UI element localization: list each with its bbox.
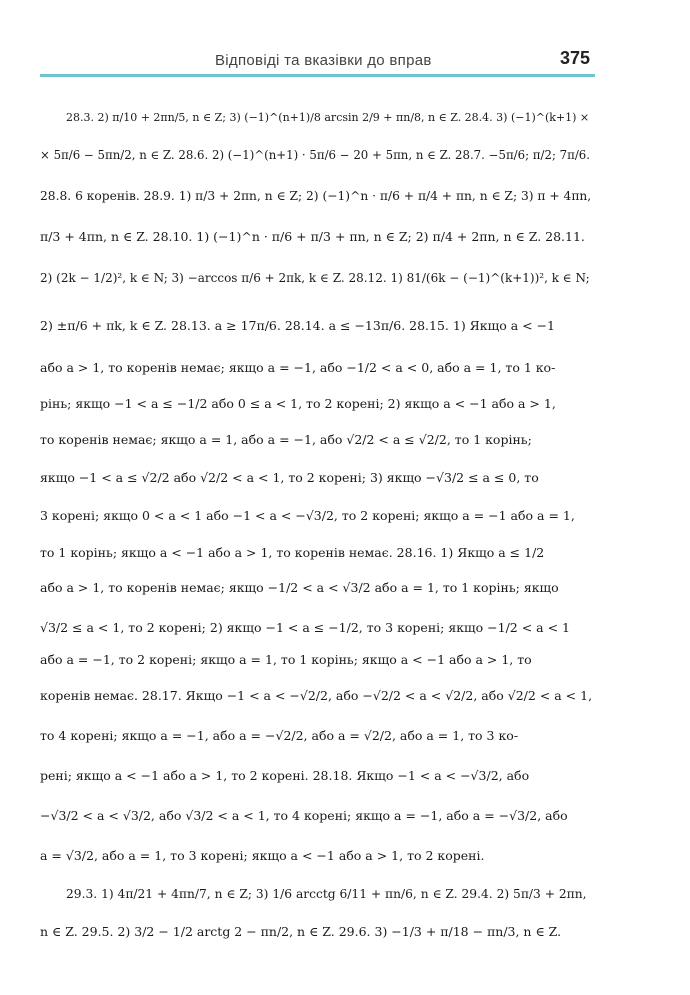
answer-line: якщо −1 < a ≤ √2/2 або √2/2 < a < 1, то 2 корені; 3) якщо −√3/2 ≤ a ≤ 0, то (40, 470, 539, 485)
answer-line: × 5π/6 − 5πn/2, n ∈ Z. 28.6. 2) (−1)^(n+1) · 5π/6 − 20 + 5πn, n ∈ Z. 28.7. −5π/6; π/2; 7π/6. (40, 148, 591, 162)
answer-line: 2) (2k − 1/2)², k ∈ N; 3) −arccos π/6 + 2πk, k ∈ Z. 28.12. 1) 81/(6k − (−1)^(k+1))², k ∈ N; (40, 271, 590, 285)
answer-line: 28.8. 6 коренів. 28.9. 1) π/3 + 2πn, n ∈ Z; 2) (−1)^n · π/6 + π/4 + πn, n ∈ Z; 3) π + 4πn, (40, 189, 592, 203)
answer-line: π/3 + 4πn, n ∈ Z. 28.10. 1) (−1)^n · π/6 + π/3 + πn, n ∈ Z; 2) π/4 + 2πn, n ∈ Z. 28.11. (40, 229, 585, 244)
answer-line: коренів немає. 28.17. Якщо −1 < a < −√2/2, або −√2/2 < a < √2/2, або √2/2 < a < 1, (40, 688, 593, 703)
answer-line: 3 корені; якщо 0 < a < 1 або −1 < a < −√3/2, то 2 корені; якщо a = −1 або a = 1, (40, 508, 575, 523)
answer-line: то 1 корінь; якщо a < −1 або a > 1, то коренів немає. 28.16. 1) Якщо a ≤ 1/2 (40, 545, 545, 560)
answer-line: n ∈ Z. 29.5. 2) 3/2 − 1/2 arctg 2 − πn/2, n ∈ Z. 29.6. 3) −1/3 + π/18 − πn/3, n ∈ Z. (40, 924, 562, 939)
answer-line: 2) ±π/6 + πk, k ∈ Z. 28.13. a ≥ 17π/6. 28.14. a ≤ −13π/6. 28.15. 1) Якщо a < −1 (40, 318, 556, 333)
answer-line: або a > 1, то коренів немає; якщо a = −1, або −1/2 < a < 0, або a = 1, то 1 ко- (40, 360, 556, 375)
header-rule (40, 74, 595, 77)
answer-line: −√3/2 < a < √3/2, або √3/2 < a < 1, то 4 корені; якщо a = −1, або a = −√3/2, або (40, 808, 568, 823)
running-header-title: Відповіді та вказівки до вправ (215, 52, 432, 69)
answer-line: то 4 корені; якщо a = −1, або a = −√2/2, або a = √2/2, або a = 1, то 3 ко- (40, 728, 519, 743)
answer-line: або a = −1, то 2 корені; якщо a = 1, то 1 корінь; якщо a < −1 або a > 1, то (40, 652, 532, 667)
page-number: 375 (560, 48, 591, 68)
answer-line: рінь; якщо −1 < a ≤ −1/2 або 0 ≤ a < 1, то 2 корені; 2) якщо a < −1 або a > 1, (40, 396, 556, 411)
answer-line: √3/2 ≤ a < 1, то 2 корені; 2) якщо −1 < a ≤ −1/2, то 3 корені; якщо −1/2 < a < 1 (40, 620, 570, 635)
answer-line: або a > 1, то коренів немає; якщо −1/2 < a < √3/2 або a = 1, то 1 корінь; якщо (40, 580, 559, 595)
answer-line: a = √3/2, або a = 1, то 3 корені; якщо a < −1 або a > 1, то 2 корені. (40, 848, 485, 863)
answer-line: то коренів немає; якщо a = 1, або a = −1, або √2/2 < a ≤ √2/2, то 1 корінь; (40, 432, 532, 447)
answer-line: рені; якщо a < −1 або a > 1, то 2 корені. 28.18. Якщо −1 < a < −√3/2, або (40, 768, 530, 783)
answer-line: 29.3. 1) 4π/21 + 4πn/7, n ∈ Z; 3) 1/6 arcctg 6/11 + πn/6, n ∈ Z. 29.4. 2) 5π/3 + 2πn, (66, 887, 587, 901)
answer-line: 28.3. 2) π/10 + 2πn/5, n ∈ Z; 3) (−1)^(n+1)/8 arcsin 2/9 + πn/8, n ∈ Z. 28.4. 3) (−1)^(k+1) × (66, 111, 590, 124)
